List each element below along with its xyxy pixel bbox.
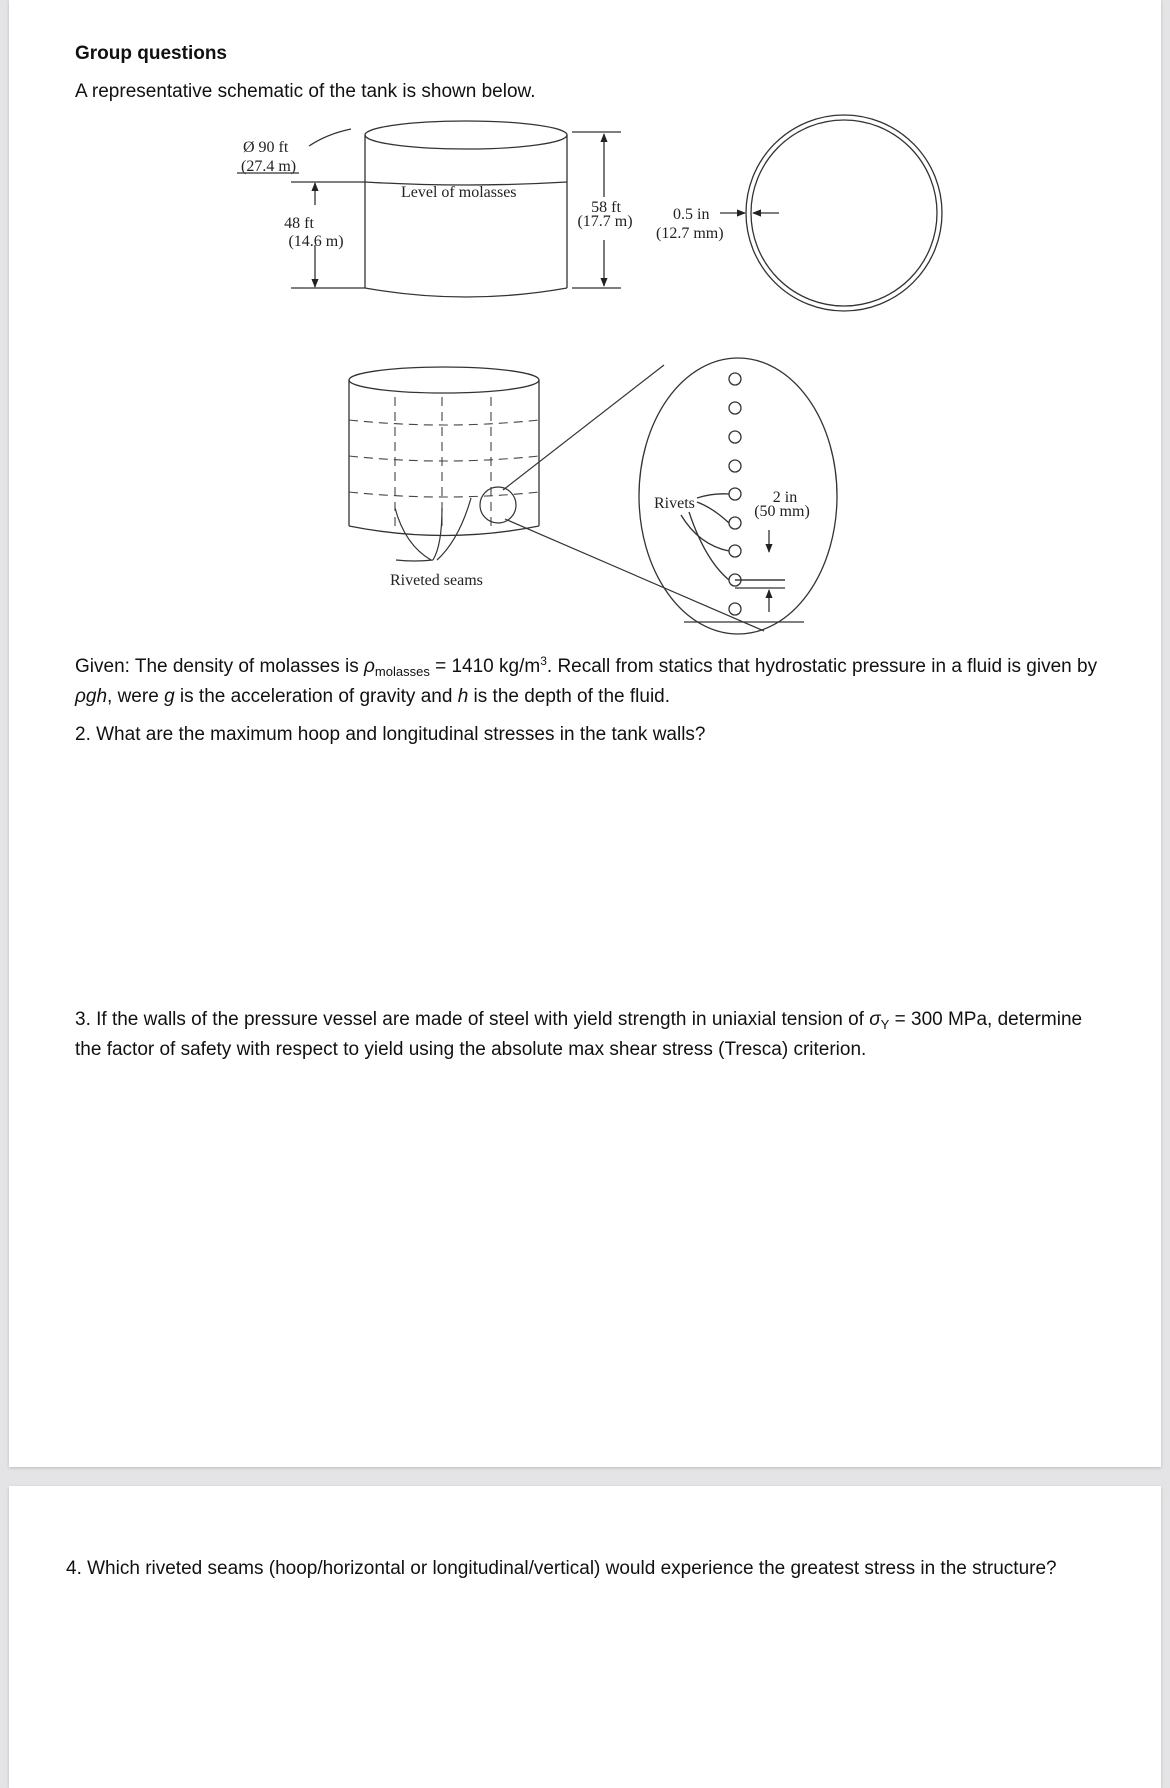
hoop-seam-1 — [349, 420, 539, 425]
rivets-leader-2 — [697, 502, 729, 523]
q3-lead: 3. If the walls of the pressure vessel are made of steel with yield strength in uniaxial tension of — [75, 1009, 870, 1030]
document-page-1 — [9, 0, 1161, 1467]
rivets-leader-3 — [681, 515, 729, 551]
seam-callouts — [395, 365, 764, 631]
callout-line-2 — [433, 508, 442, 560]
given-lead: Given: The density of molasses is — [75, 656, 359, 677]
rho-symbol: ρ — [364, 656, 375, 677]
tank-seams-view — [349, 367, 539, 536]
diameter-ft-label: Ø 90 ft — [243, 139, 289, 156]
question-2: 2. What are the maximum hoop and longitudinal stresses in the tank walls? — [75, 724, 706, 745]
detail-circle — [480, 487, 516, 523]
rivet — [729, 603, 741, 615]
rivet — [729, 431, 741, 443]
rivet-spacing-in-label: 2 in — [772, 489, 798, 506]
intro-text: A representative schematic of the tank is shown below. — [75, 81, 536, 102]
rivet-spacing-mm-label: (50 mm) — [754, 503, 810, 520]
zoom-line-bottom — [505, 519, 764, 631]
h-description: is the depth of the fluid. — [468, 686, 671, 707]
molasses-height-m-label: (14.6 m) — [288, 233, 344, 250]
diameter-m-label: (27.4 m) — [241, 158, 297, 175]
rivet — [729, 488, 741, 500]
sigma-symbol: σ — [869, 1009, 881, 1030]
seam-tank-top-rim — [349, 367, 539, 393]
tank-top-rim — [365, 121, 567, 149]
rivet — [729, 402, 741, 414]
wall-thickness-in-label: 0.5 in — [673, 206, 710, 223]
density-value: = 1410 kg/m — [429, 656, 541, 677]
tank-schematic-figure — [9, 0, 1161, 640]
tank-top-view — [720, 115, 942, 311]
hoop-seam-2 — [349, 456, 539, 461]
question-3 — [75, 1007, 1105, 1062]
rivets-label: Rivets — [654, 495, 695, 512]
wall-thickness-mm-label: (12.7 mm) — [656, 225, 724, 242]
rivets-leader-4 — [689, 512, 729, 580]
rivet — [729, 545, 741, 557]
tank-height-m-label: (17.7 m) — [577, 213, 633, 230]
callout-line-4 — [396, 560, 433, 561]
rivet — [729, 460, 741, 472]
rivet — [729, 373, 741, 385]
sigma-subscript: Y — [880, 1017, 890, 1032]
molasses-level-label: Level of molasses — [401, 184, 517, 201]
given-paragraph — [75, 649, 1105, 709]
g-description: is the acceleration of gravity and — [174, 686, 458, 707]
tank-side-view — [237, 121, 621, 297]
riveted-seams-label: Riveted seams — [390, 572, 483, 589]
zoom-line-top — [503, 365, 664, 490]
tank-height-ft-label: 58 ft — [591, 199, 621, 216]
molasses-height-ft-label: 48 ft — [284, 215, 314, 232]
section-heading: Group questions — [75, 43, 227, 64]
diameter-leader — [309, 129, 351, 146]
rhogh-formula: ρgh — [75, 686, 108, 707]
rivets-leader-1 — [697, 494, 729, 498]
question-4: 4. Which riveted seams (hoop/horizontal or longitudinal/vertical) would experience the greatest stress in the structure? — [66, 1558, 1057, 1579]
rho-subscript: molasses — [374, 664, 430, 679]
density-exponent: 3 — [540, 654, 547, 668]
h-symbol: h — [457, 686, 469, 707]
document-page-2 — [9, 1486, 1161, 1788]
g-symbol: g — [164, 686, 175, 707]
were-text: , were — [107, 686, 165, 707]
recall-text: . Recall from statics that hydrostatic pressure in a fluid is given by — [546, 656, 1098, 677]
dashed-seams — [349, 397, 539, 532]
seam-tank-bottom — [349, 526, 539, 536]
tank-bottom — [365, 288, 567, 297]
q3-tail: = 300 MPa, determine the factor of safety with respect to yield using the absolute max shear stress (Tresca) criterion. — [75, 1009, 1083, 1060]
rivet — [729, 517, 741, 529]
